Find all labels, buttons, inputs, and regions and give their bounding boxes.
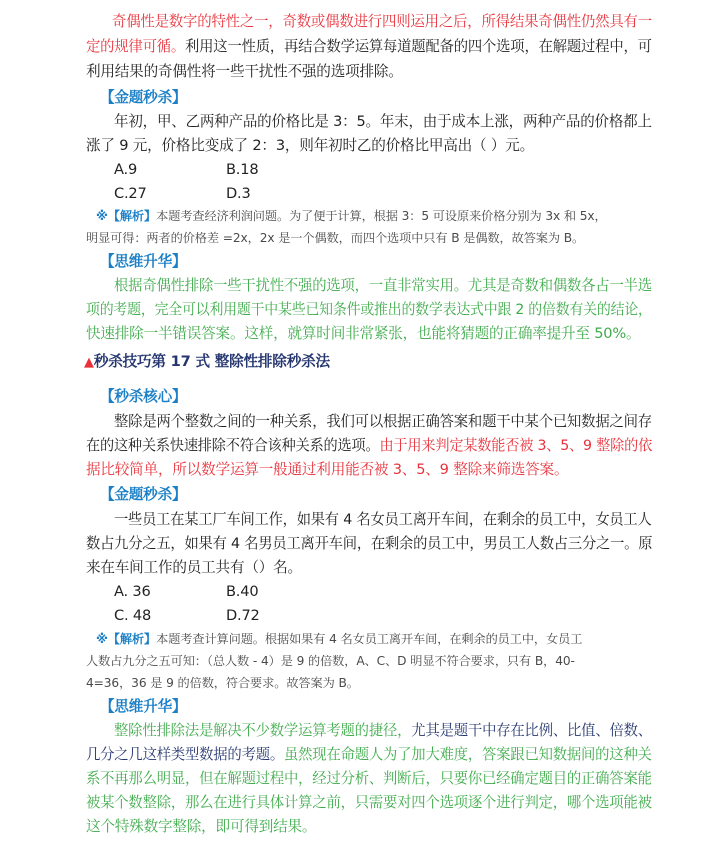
ex1-analysis-line-2: 明显可得：两者的价格差 =2x，2x 是一个偶数，而四个选项中只有 B 是偶数，故答案为 B。 — [86, 231, 585, 245]
ex2-question-line-2: 数占九分之五，如果有 4 名男员工离开车间，在剩余的员工中，男员工人数占三分之一。原 — [86, 535, 653, 552]
ex2-think-line-2-navy: 几分之几这样类型数据的考题。 — [86, 746, 285, 763]
ex2-option-c: C. 48 — [114, 607, 152, 624]
core-tag: 【秒杀核心】 — [100, 388, 187, 405]
ex2-option-b: B.40 — [226, 583, 259, 600]
section-title: 秒杀技巧第 17 式 整除性排除秒杀法 — [93, 353, 330, 370]
core-line-2-plain: 在的这种关系快速排除不符合该种关系的选项。 — [86, 437, 380, 454]
intro-line-2-red: 定的规律可循。 — [86, 38, 186, 55]
ex1-think-line-1: 根据奇偶性排除一些干扰性不强的选项，一直非常实用。尤其是奇数和偶数各占一半选 — [114, 277, 652, 294]
ex2-analysis-text-1: 本题考查计算问题。根据如果有 4 名女员工离开车间，在剩余的员工中，女员工 — [156, 632, 583, 646]
ex1-analysis-text-1: 本题考查经济利润问题。为了便于计算，根据 3：5 可设原来价格分别为 3x 和 5x， — [156, 209, 607, 223]
ex2-think-line-1 — [114, 719, 652, 743]
ex2-think-line-1-green: 整除性排除法是解决不少数学运算考题的捷径， — [114, 722, 412, 739]
ex2-analysis-line-2: 人数占九分之五可知：（总人数 - 4）是 9 的倍数，A、C、D 明显不符合要求，只有 B，40- — [86, 654, 575, 668]
core-line-3: 据比较简单，所以数学运算一般通过利用能否被 3、5、9 整除来筛选答案。 — [86, 461, 569, 478]
triangle-marker-icon: ▲ — [84, 355, 94, 370]
core-line-1: 整除是两个整数之间的一种关系，我们可以根据正确答案和题干中某个已知数据之间存 — [114, 413, 652, 430]
ex2-think-line-5: 这个特殊数字整除，即可得到结果。 — [86, 818, 317, 835]
ex1-analysis-line-1 — [96, 205, 607, 227]
core-line-2-red: 由于用来判定某数能否被 3、5、9 整除的依 — [379, 437, 653, 454]
ex1-option-a: A.9 — [114, 161, 138, 178]
ex1-tag: 【金题秒杀】 — [100, 89, 187, 106]
ex2-tag: 【金题秒杀】 — [100, 486, 187, 503]
ex2-think-tag: 【思维升华】 — [100, 698, 187, 715]
intro-line-1-text: 奇偶性是数字的特性之一，奇数或偶数进行四则运用之后，所得结果奇偶性仍然具有一 — [112, 13, 652, 30]
ex2-think-line-1-navy: 尤其是题干中存在比例、比值、倍数、 — [411, 722, 652, 739]
ex2-analysis-mark: ※【解析】 — [96, 632, 157, 646]
ex2-think-line-2 — [86, 743, 652, 767]
ex2-think-line-4: 被某个数整除，那么在进行具体计算之前，只需要对四个选项逐个进行判定，哪个选项能被 — [86, 794, 652, 811]
ex1-option-b: B.18 — [226, 161, 259, 178]
ex1-question-line-1: 年初，甲、乙两种产品的价格比是 3：5。年末，由于成本上涨，两种产品的价格都上 — [114, 113, 652, 130]
section-heading — [84, 350, 330, 375]
intro-line-3: 利用结果的奇偶性将一些干扰性不强的选项排除。 — [86, 63, 403, 80]
ex1-think-tag: 【思维升华】 — [100, 253, 187, 270]
ex2-think-line-3: 系不再那么明显，但在解题过程中，经过分析、判断后，只要你已经确定题目的正确答案能 — [86, 770, 652, 787]
ex2-analysis-line-1 — [96, 628, 582, 650]
intro-line-1 — [112, 10, 652, 34]
ex2-question-line-3: 来在车间工作的员工共有（）名。 — [86, 559, 302, 576]
ex2-analysis-line-3: 4=36，36 是 9 的倍数，符合要求。故答案为 B。 — [86, 676, 359, 690]
ex1-analysis-mark: ※【解析】 — [96, 209, 157, 223]
ex2-think-line-2-green: 虽然现在命题人为了加大难度，答案跟已知数据间的这种关 — [284, 746, 652, 763]
ex1-option-d: D.3 — [226, 185, 251, 202]
ex2-option-a: A. 36 — [114, 583, 151, 600]
ex1-question-line-2: 涨了 9 元，价格比变成了 2：3，则年初时乙的价格比甲高出（ ）元。 — [86, 137, 535, 154]
ex1-think-line-2: 项的考题，完全可以利用题干中某些已知条件或推出的数学表达式中跟 2 的倍数有关的结论， — [86, 301, 652, 318]
ex2-question-line-1: 一些员工在某工厂车间工作，如果有 4 名女员工离开车间，在剩余的员工中，女员工人 — [114, 511, 652, 528]
ex1-think-line-3: 快速排除一半错误答案。这样，就算时间非常紧张，也能将猜题的正确率提升至 50%。 — [86, 325, 641, 342]
intro-line-2 — [86, 35, 652, 59]
ex2-option-d: D.72 — [226, 607, 260, 624]
intro-line-2-rest: 利用这一性质，再结合数学运算每道题配备的四个选项，在解题过程中，可 — [185, 38, 652, 55]
core-line-2 — [86, 434, 652, 458]
ex1-option-c: C.27 — [114, 185, 147, 202]
